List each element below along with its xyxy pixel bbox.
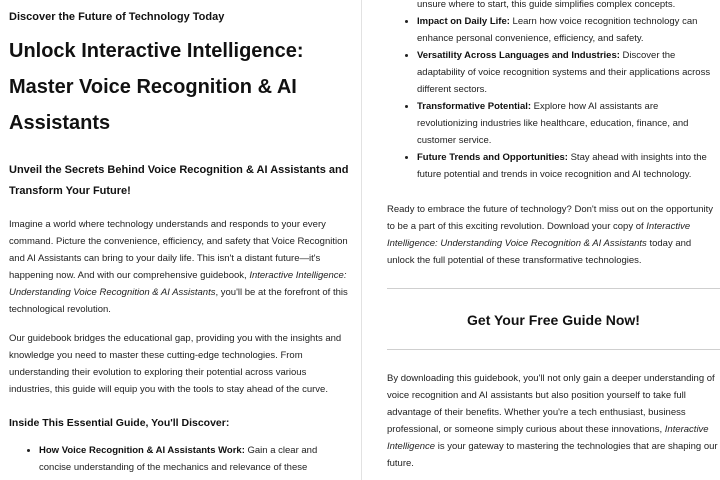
download-paragraph: [387, 370, 720, 472]
subtitle: Unveil the Secrets Behind Voice Recognition & AI Assistants and Transform Your Future!: [9, 164, 349, 197]
ready-paragraph: [387, 201, 720, 269]
right-column: [362, 0, 720, 480]
intro-book-title: Interactive Intelligence: Understanding Voice Recognition & AI Assistants: [9, 270, 347, 298]
cta-heading: Get Your Free Guide Now!: [467, 312, 640, 328]
download-text-b: is your gateway to mastering the technologies that are shaping our future.: [387, 441, 718, 469]
bridge-paragraph: Our guidebook bridges the educational gap, providing you with the insights and knowledge you need to master these cutting-edge technologies. From understanding their evolution to exploring their potential across various industries, this guide will equip you with the tools to stay ahead of the curve.: [9, 333, 342, 395]
ready-book-title: Interactive Intelligence: Understanding Voice Recognition & AI Assistants: [387, 221, 691, 249]
intro-paragraph: [9, 216, 352, 318]
list-item: [417, 149, 720, 183]
ready-text-a: Ready to embrace the future of technology? Don't miss out on the opportunity to be a part of this exciting revolution. Download your copy of: [387, 204, 714, 232]
feature-list-continued: [387, 0, 720, 183]
list-item-text: Discover the adaptability of voice recognition systems and their applications across different sectors.: [417, 50, 711, 95]
title-line-3: Assistants: [9, 112, 111, 134]
list-item: [417, 13, 720, 47]
section-divider-bottom: [387, 349, 720, 350]
list-item: [417, 47, 720, 98]
list-item-tail: unsure where to start, this guide simplifies complex concepts.: [417, 0, 676, 10]
page-title: [9, 33, 352, 141]
title-line-1: Unlock Interactive Intelligence:: [9, 40, 304, 62]
list-item-title: Transformative Potential:: [417, 101, 532, 112]
list-item-title: How Voice Recognition & AI Assistants Work:: [39, 445, 245, 456]
intro-text-a: Imagine a world where technology understands and responds to your every command. Picture the convenience, efficiency, and safety that Voice Recognition and AI Assistants can bring to your daily life. This isn't a distant future—it's happening now. And with our comprehensive guidebook,: [9, 219, 348, 281]
list-item-continued: [417, 0, 720, 13]
list-item-text: Gain a clear and concise understanding of the mechanics and relevance of these: [39, 445, 318, 473]
list-item-title: Impact on Daily Life:: [417, 16, 510, 27]
eyebrow-text: Discover the Future of Technology Today: [9, 11, 225, 23]
list-item: [417, 98, 720, 149]
feature-list: [9, 442, 352, 476]
section-divider-top: [387, 288, 720, 289]
download-text-a: By downloading this guidebook, you'll not only gain a deeper understanding of voice recognition and AI assistants but also position yourself to take full advantage of their benefits. Whether you're a tech enthusiast, business professional, or someone simply curious about these innovations,: [387, 373, 715, 435]
title-line-2: Master Voice Recognition & AI: [9, 76, 297, 98]
guide-heading: Inside This Essential Guide, You'll Discover:: [9, 417, 230, 429]
list-item-title: Future Trends and Opportunities:: [417, 152, 568, 163]
list-item-title: Versatility Across Languages and Industries:: [417, 50, 620, 61]
download-book-title: Interactive Intelligence: [387, 424, 709, 452]
list-item: [39, 442, 352, 476]
intro-text-b: , you'll be at the forefront of this technological revolution.: [9, 287, 348, 315]
ready-text-b: today and unlock the full potential of these transformative technologies.: [387, 238, 692, 266]
list-item-text: Stay ahead with insights into the future potential and trends in voice recognition and AI technology.: [417, 152, 707, 180]
list-item-text: Learn how voice recognition technology can enhance personal convenience, efficiency, and safety.: [417, 16, 698, 44]
list-item-text: Explore how AI assistants are revolutionizing industries like healthcare, education, finance, and customer service.: [417, 101, 689, 146]
